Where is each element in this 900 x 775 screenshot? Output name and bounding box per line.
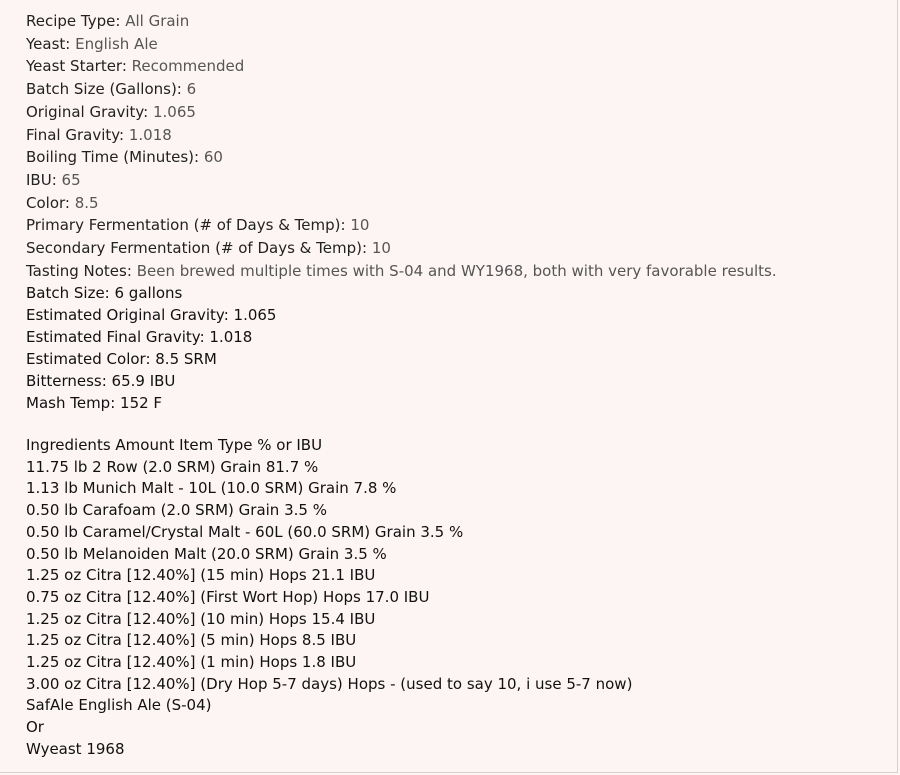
ingredient-line: 0.50 lb Carafoam (2.0 SRM) Grain 3.5 % xyxy=(26,501,327,520)
detail-value: Recommended xyxy=(131,57,245,76)
ingredient-line: 1.25 oz Citra [12.40%] (10 min) Hops 15.4 IBU xyxy=(26,609,376,628)
detail-label: Final Gravity: xyxy=(26,125,125,144)
summary-batch-size: Batch Size: 6 gallons xyxy=(26,284,183,302)
detail-value: 10 xyxy=(350,216,370,235)
detail-value: 1.065 xyxy=(153,102,196,121)
detail-label: Yeast: xyxy=(26,34,71,53)
detail-final-gravity xyxy=(26,124,777,147)
ingredient-line: 3.00 oz Citra [12.40%] (Dry Hop 5-7 days) Hops - (used to say 10, i use 5-7 now) xyxy=(26,674,633,693)
ingredient-line: 0.50 lb Melanoiden Malt (20.0 SRM) Grain 3.5 % xyxy=(26,544,387,563)
summary-estimated-color: Estimated Color: 8.5 SRM xyxy=(26,349,217,368)
ingredient-line: 11.75 lb 2 Row (2.0 SRM) Grain 81.7 % xyxy=(26,457,319,476)
detail-label: Tasting Notes: xyxy=(26,261,132,280)
detail-label: Boiling Time (Minutes): xyxy=(26,148,200,167)
recipe-details xyxy=(26,10,777,282)
detail-original-gravity xyxy=(26,101,777,124)
summary-estimated-og: Estimated Original Gravity: 1.065 xyxy=(26,305,277,324)
summary-mash-temp: Mash Temp: 152 F xyxy=(26,393,163,412)
detail-label: Batch Size (Gallons): xyxy=(26,80,182,99)
detail-yeast-starter xyxy=(26,55,777,78)
detail-label: IBU: xyxy=(26,170,57,189)
ingredient-line: 1.25 oz Citra [12.40%] (5 min) Hops 8.5 IBU xyxy=(26,631,357,650)
detail-batch-size-gallons xyxy=(26,78,777,101)
detail-value: 10 xyxy=(371,239,391,258)
detail-recipe-type xyxy=(26,10,777,33)
detail-label: Secondary Fermentation (# of Days & Temp): xyxy=(26,239,368,258)
detail-secondary-fermentation xyxy=(26,237,777,260)
detail-value: 60 xyxy=(203,148,223,167)
ingredient-line: 1.25 oz Citra [12.40%] (15 min) Hops 21.1 IBU xyxy=(26,566,376,585)
detail-value: All Grain xyxy=(125,12,190,30)
detail-yeast xyxy=(26,33,777,56)
detail-value: 1.018 xyxy=(128,125,172,144)
ingredient-line: 0.50 lb Caramel/Crystal Malt - 60L (60.0 SRM) Grain 3.5 % xyxy=(26,522,464,541)
detail-label: Yeast Starter: xyxy=(26,57,127,76)
yeast-line: Wyeast 1968 xyxy=(26,739,125,758)
detail-value: English Ale xyxy=(75,34,158,53)
detail-ibu xyxy=(26,169,777,192)
yeast-line: SafAle English Ale (S-04) xyxy=(26,696,212,715)
yeast-line: Or xyxy=(26,718,44,737)
ingredient-line: 0.75 oz Citra [12.40%] (First Wort Hop) Hops 17.0 IBU xyxy=(26,587,430,606)
detail-value: 8.5 xyxy=(74,193,99,212)
detail-value: Been brewed multiple times with S-04 and WY1968, both with very favorable results. xyxy=(136,261,777,280)
detail-primary-fermentation xyxy=(26,214,777,237)
detail-tasting-notes xyxy=(26,260,777,283)
ingredients-header: Ingredients Amount Item Type % or IBU xyxy=(26,436,323,454)
ingredients-list xyxy=(26,435,632,761)
detail-value: 6 xyxy=(186,80,197,99)
summary-estimated-fg: Estimated Final Gravity: 1.018 xyxy=(26,327,253,346)
detail-label: Recipe Type: xyxy=(26,12,121,30)
detail-label: Primary Fermentation (# of Days & Temp): xyxy=(26,216,346,235)
ingredient-line: 1.25 oz Citra [12.40%] (1 min) Hops 1.8 IBU xyxy=(26,653,357,672)
detail-color xyxy=(26,192,777,215)
detail-boiling-time xyxy=(26,146,777,169)
detail-label: Original Gravity: xyxy=(26,102,149,121)
detail-label: Color: xyxy=(26,193,70,212)
detail-value: 65 xyxy=(61,170,81,189)
ingredient-line: 1.13 lb Munich Malt - 10L (10.0 SRM) Grain 7.8 % xyxy=(26,479,397,498)
summary-bitterness: Bitterness: 65.9 IBU xyxy=(26,371,176,390)
recipe-summary xyxy=(26,283,276,414)
